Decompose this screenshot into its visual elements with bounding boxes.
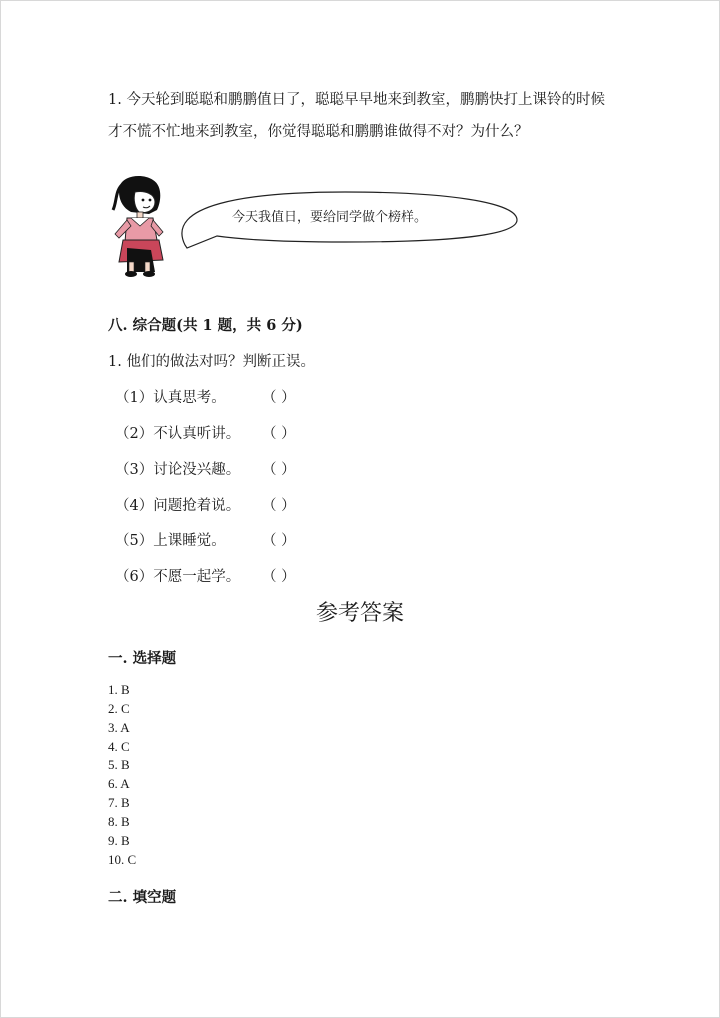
judge-answer-blank-2[interactable]: （ ） [262,426,296,442]
judge-item-1: （1）认真思考。 [115,390,226,406]
question-judge-prompt: 1. 他们的做法对吗？判断正误。 [108,354,315,370]
answer-item-10: 10. C [108,852,137,867]
judge-item-2: （2）不认真听讲。 [115,426,241,442]
speech-bubble-text: 今天我值日，要给同学做个榜样。 [232,210,428,225]
answer-item-9: 9. B [108,833,130,848]
answer-section-choice-title: 一. 选择题 [108,650,177,667]
judge-item-6: （6）不愿一起学。 [115,569,241,585]
answer-item-4: 4. C [108,739,130,754]
answer-item-5: 5. B [108,757,130,772]
girl-illustration [105,170,525,280]
answer-item-8: 8. B [108,814,130,829]
question-text-line-1: 1. 今天轮到聪聪和鹏鹏值日了，聪聪早早地来到教室，鹏鹏快打上课铃的时候 [108,92,605,108]
judge-answer-blank-6[interactable]: （ ） [262,569,296,585]
judge-item-4: （4）问题抢着说。 [115,498,241,514]
judge-answer-blank-3[interactable]: （ ） [262,462,296,478]
answer-item-6: 6. A [108,776,130,791]
answer-key-title: 参考答案 [315,601,404,626]
judge-answer-blank-1[interactable]: （ ） [262,390,296,406]
section-title-comprehensive: 八. 综合题(共 1 题，共 6 分) [108,317,303,334]
question-text-line-2: 才不慌不忙地来到教室，你觉得聪聪和鹏鹏谁做得不对？为什么？ [108,124,529,140]
answer-item-3: 3. A [108,720,130,735]
answer-item-1: 1. B [108,682,130,697]
answer-section-fill-title: 二. 填空题 [108,889,177,906]
answer-item-7: 7. B [108,795,130,810]
judge-item-5: （5）上课睡觉。 [115,533,226,549]
answer-item-2: 2. C [108,701,130,716]
judge-item-3: （3）讨论没兴趣。 [115,462,241,478]
judge-answer-blank-5[interactable]: （ ） [262,533,296,549]
judge-answer-blank-4[interactable]: （ ） [262,498,296,514]
